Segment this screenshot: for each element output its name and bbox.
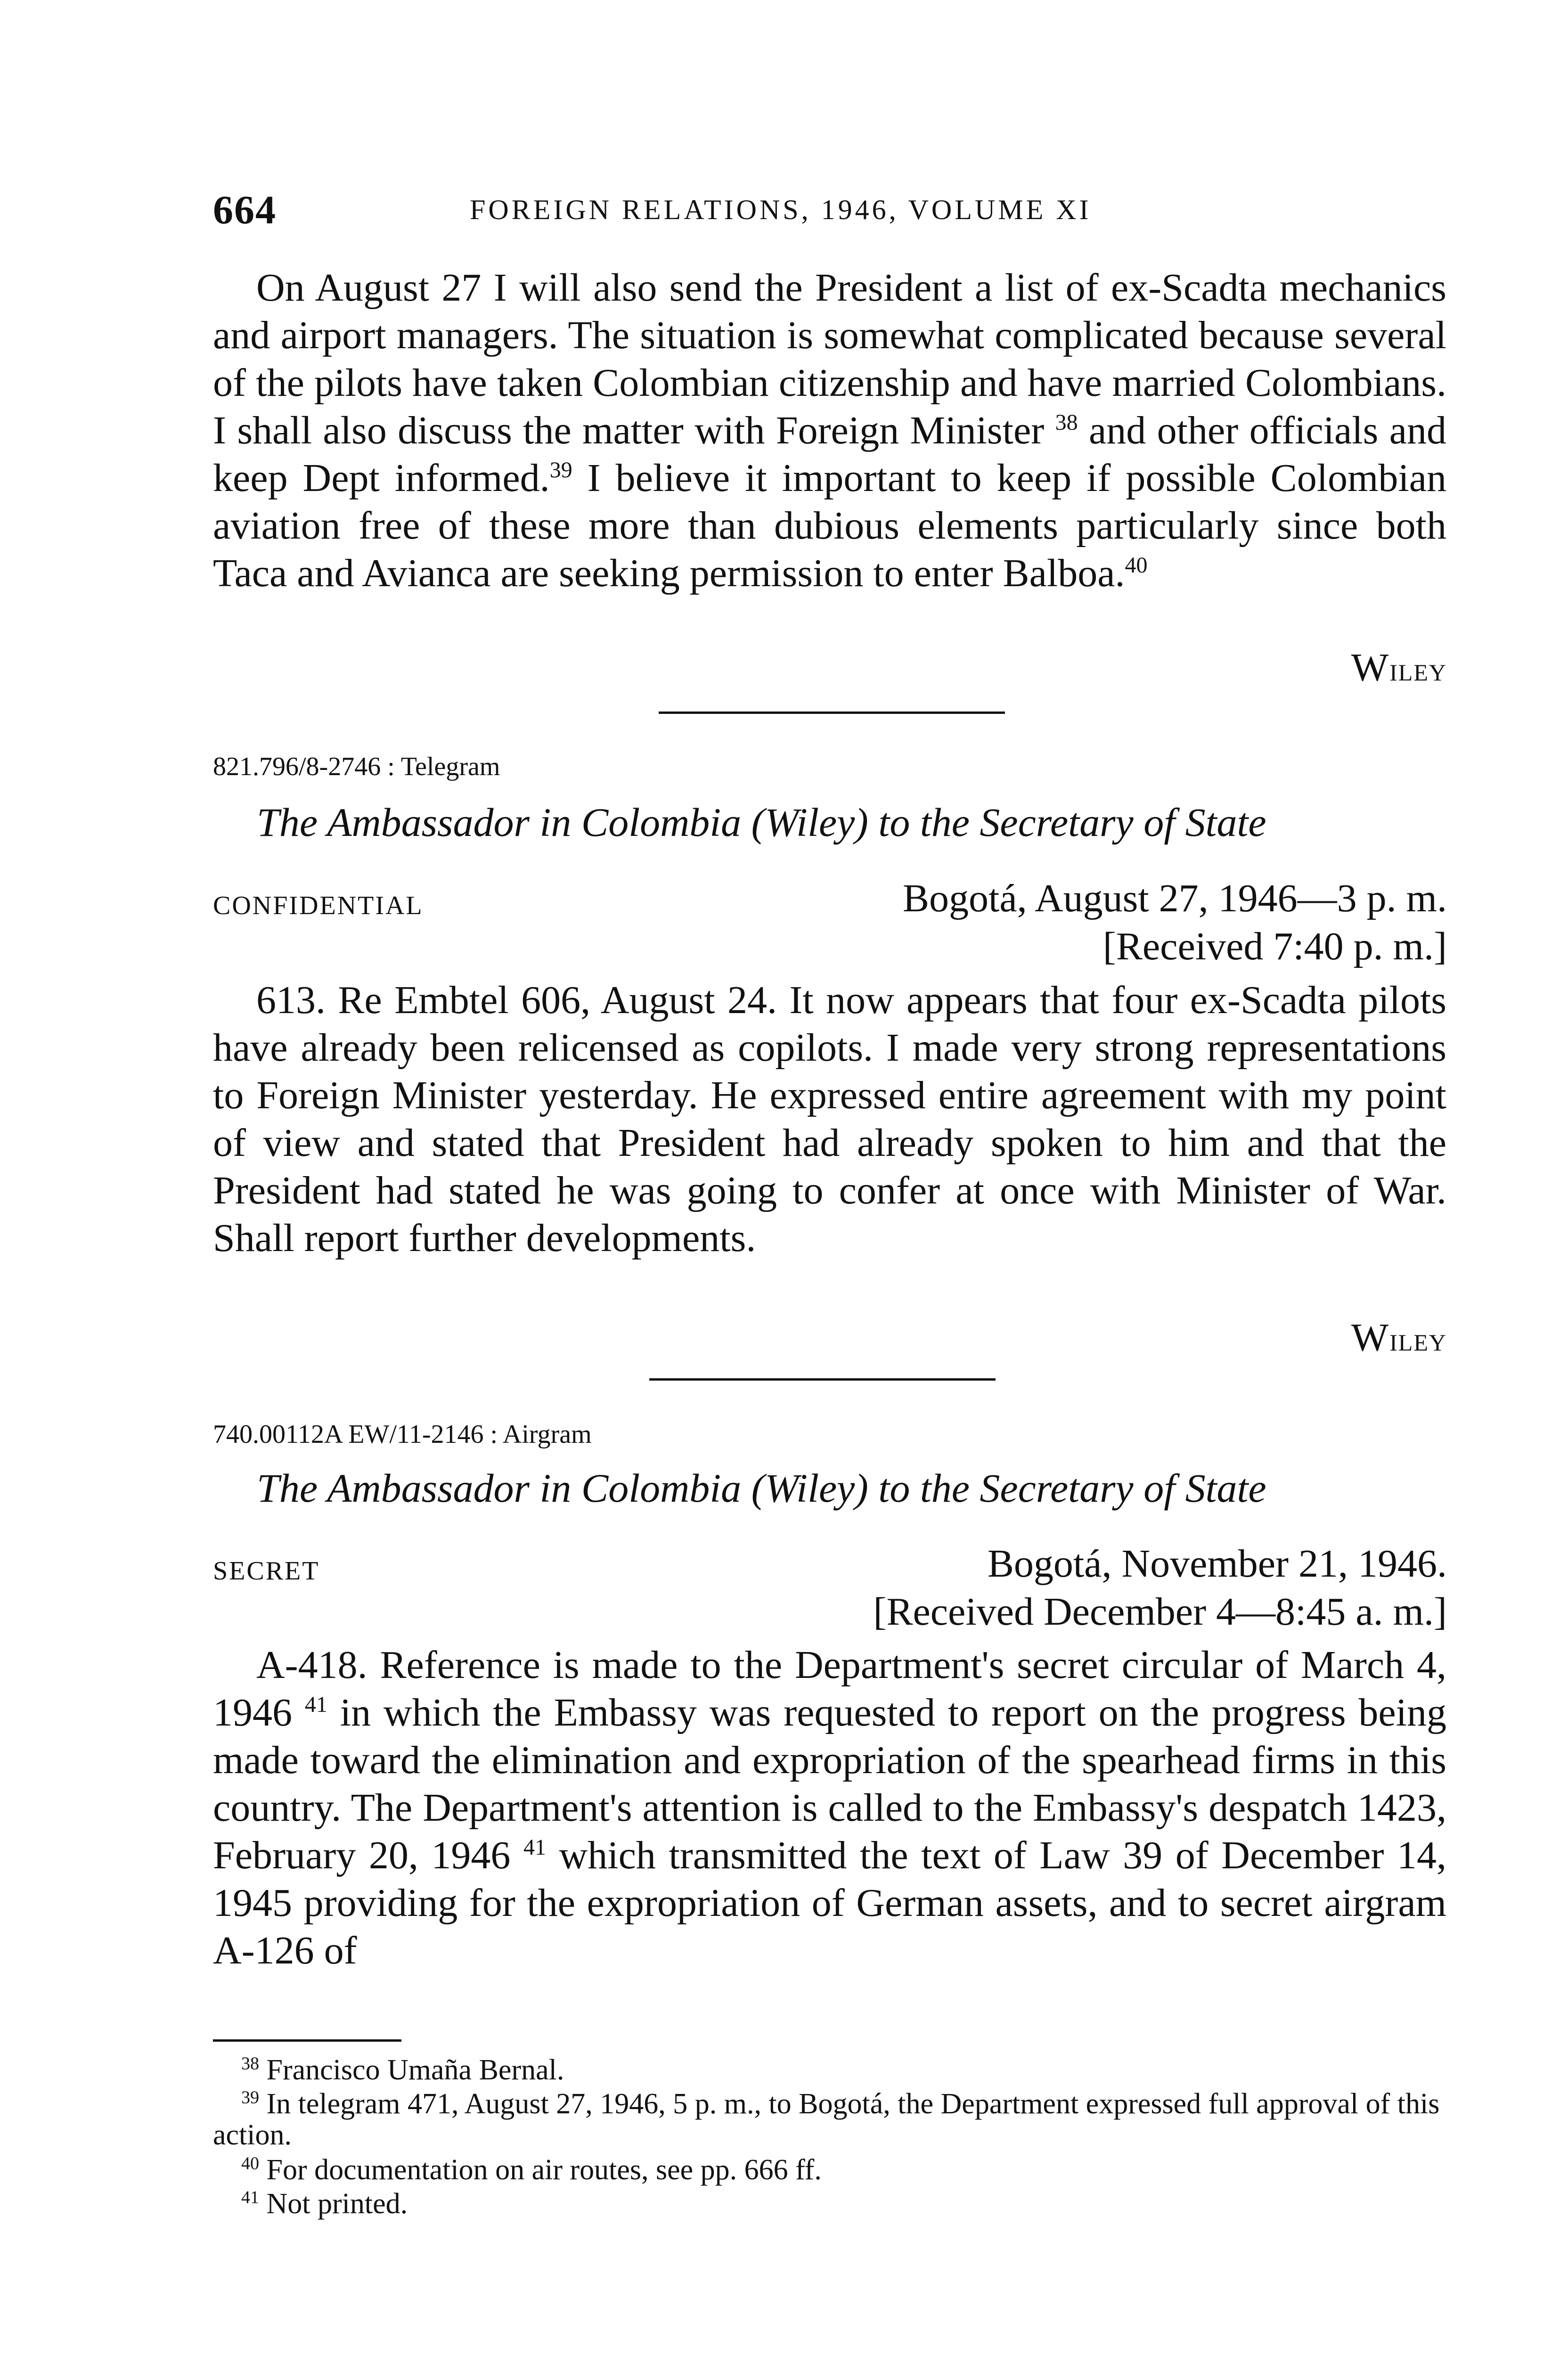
paragraph-1-text-c: I believe it important to keep if possible Colombian aviation free of these more than dubious elements particularly since both Taca and Avianca are seeking permission to enter Balboa. — [213, 456, 1446, 595]
footnote-ref: 41 — [523, 1835, 547, 1860]
classification-1: CONFIDENTIAL — [213, 891, 424, 920]
document-heading-1: The Ambassador in Colombia (Wiley) to the Secretary of State — [257, 800, 1266, 845]
place-date-1: Bogotá, August 27, 1946—3 p. m. — [902, 876, 1447, 920]
paragraph-1-text-a: On August 27 I will also send the President a list of ex-Scadta mechanics and airport managers. The situation is somewhat complicated because several of the pilots have taken Colombian citizenship and have married Colombians. I shall also discuss the matter with Foreign Minister — [213, 266, 1446, 452]
classification-2: SECRET — [213, 1556, 320, 1586]
footnote-number: 39 — [241, 2087, 259, 2108]
section-divider — [659, 712, 1005, 714]
page-number: 664 — [213, 187, 277, 232]
file-reference-1: 821.796/8-2746 : Telegram — [213, 752, 500, 781]
footnote-divider — [213, 2039, 401, 2042]
footnote-ref: 38 — [1055, 410, 1078, 435]
document-heading-2: The Ambassador in Colombia (Wiley) to the Secretary of State — [257, 1465, 1266, 1511]
airgram-text-c: which transmitted the text of Law 39 of December 14, 1945 providing for the expropriation of German assets, and to secret airgram A-126 of — [213, 1833, 1447, 1972]
signature-initial: W — [1351, 646, 1390, 689]
signature-rest: iley — [1389, 650, 1447, 688]
place-date-2: Bogotá, November 21, 1946. — [987, 1542, 1447, 1586]
footnote-40 — [213, 2154, 1446, 2185]
signature-1 — [1351, 645, 1447, 690]
section-divider — [649, 1378, 996, 1381]
paragraph-1-text-b: and other officials and keep Dept informed. — [213, 409, 1447, 500]
received-2: [Received December 4—8:45 a. m.] — [873, 1590, 1447, 1634]
airgram-text-a: A-418. Reference is made to the Department's secret circular of March 4, 1946 — [213, 1643, 1446, 1734]
footnote-text: Francisco Umaña Bernal. — [266, 2054, 564, 2086]
airgram-text-b: in which the Embassy was requested to report on the progress being made toward the elimination and expropriation of the spearhead firms in this country. The Department's attention is called to the Embassy's despatch 1423, February 20, 1946 — [213, 1691, 1447, 1877]
file-reference-2: 740.00112A EW/11-2146 : Airgram — [213, 1420, 592, 1449]
footnote-ref: 39 — [549, 458, 572, 483]
footnote-number: 38 — [241, 2053, 259, 2074]
footnote-text: In telegram 471, August 27, 1946, 5 p. m., to Bogotá, the Department expressed full approval of this action. — [213, 2088, 1440, 2151]
footnote-text: For documentation on air routes, see pp. 666 ff. — [266, 2154, 822, 2186]
page-header — [213, 186, 1438, 238]
running-head: FOREIGN RELATIONS, 1946, VOLUME XI — [470, 194, 1092, 225]
footnote-text: Not printed. — [266, 2188, 408, 2220]
footnote-ref: 41 — [304, 1692, 327, 1717]
signature-initial: W — [1351, 1316, 1390, 1359]
footnote-38 — [213, 2054, 1446, 2086]
footnote-number: 41 — [241, 2187, 259, 2208]
airgram-body-2 — [213, 1641, 1446, 1974]
received-1: [Received 7:40 p. m.] — [1102, 924, 1447, 968]
footnote-ref: 40 — [1125, 553, 1148, 578]
footnote-41 — [213, 2188, 1446, 2219]
signature-2 — [1351, 1315, 1447, 1360]
signature-rest: iley — [1389, 1320, 1447, 1358]
telegram-body-1: 613. Re Embtel 606, August 24. It now appears that four ex-Scadta pilots have already been relicensed as copilots. I made very strong representations to Foreign Minister yesterday. He expressed entire agreement with my point of view and stated that President had already spoken to him and that the President had stated he was going to confer at once with Minister of War. Shall report further developments. — [213, 978, 1446, 1260]
paragraph-1 — [213, 264, 1446, 597]
footnote-39 — [213, 2088, 1446, 2151]
footnote-number: 40 — [241, 2153, 259, 2174]
